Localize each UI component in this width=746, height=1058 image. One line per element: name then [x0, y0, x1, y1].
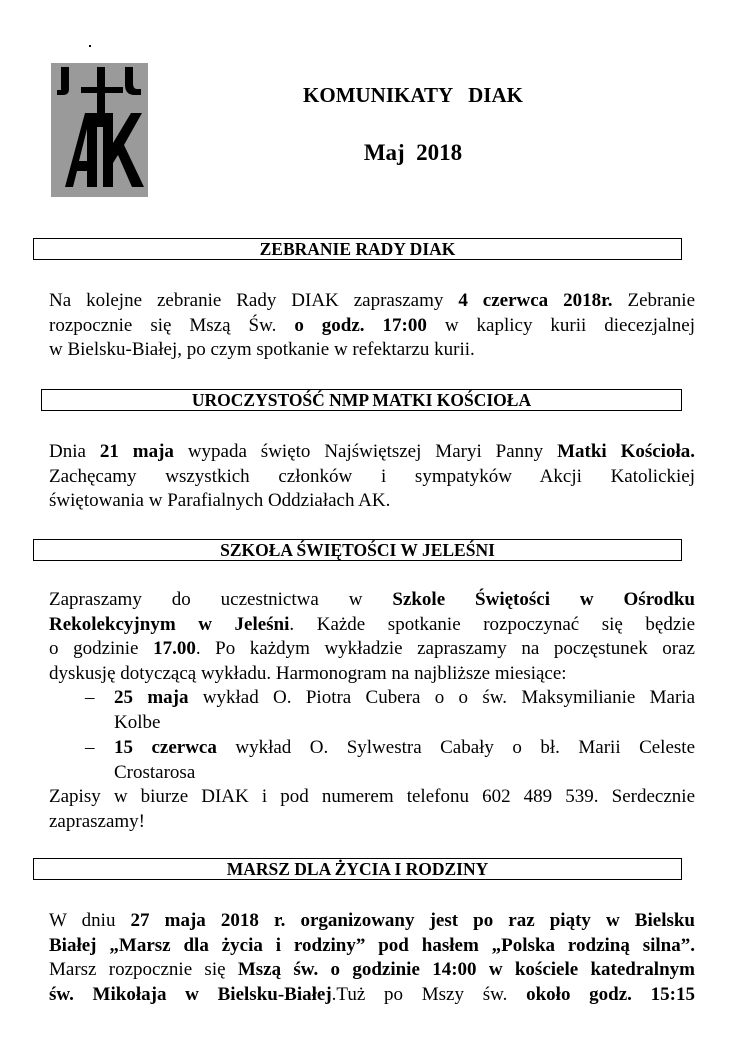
text-line: dyskusję dotyczącą wykładu. Harmonogram na najbliższe miesiące: — [49, 662, 567, 684]
place-highlight: św. Mikołaja w Bielsku-Białej — [49, 983, 332, 1005]
text-line — [114, 736, 695, 761]
feast-highlight: Matki Kościoła. — [557, 441, 695, 462]
text-line: Zachęcamy wszystkich członków i sympatyków Akcji Katolickiej — [49, 465, 695, 487]
text-line: zapraszamy! — [49, 810, 145, 832]
section-heading-rada: ZEBRANIE RADY DIAK — [33, 238, 682, 260]
text-line — [49, 314, 695, 339]
text-line: Zapisy w biurze DIAK i pod numerem telefonu 602 489 539. Serdecznie — [49, 786, 695, 807]
date-highlight: 15 czerwca — [114, 737, 217, 758]
date-highlight: 25 maja — [114, 687, 189, 708]
text-line — [49, 289, 695, 314]
text-run: . Po każdym wykładzie zapraszamy na poczęstunek oraz — [195, 638, 695, 659]
text-run: Dnia — [49, 441, 100, 462]
text-line: Kolbe — [114, 711, 161, 733]
text-line — [49, 440, 695, 465]
section-heading-marsz: MARSZ DLA ŻYCIA I RODZINY — [33, 858, 682, 880]
text-run: .Tuż po Mszy św. — [331, 983, 527, 1005]
list-item-body — [114, 686, 695, 735]
list-dash: – — [85, 687, 95, 708]
page-title: KOMUNIKATY DIAK — [303, 83, 523, 107]
text-line: świętowania w Parafialnych Oddziałach AK. — [49, 490, 391, 511]
date-highlight: 21 maja — [99, 441, 174, 462]
time-highlight: około godz. 15:15 — [526, 983, 695, 1005]
text-run: wykład O. Piotra Cubera o o św. Maksymilianie Maria — [188, 687, 696, 708]
text-line: Białej „Marsz dla życia i rodziny” pod hasłem „Polska rodziną silna”. — [49, 934, 695, 956]
page-subtitle: Maj 2018 — [363, 140, 463, 165]
section-footer-szkola — [49, 785, 695, 834]
section-body-szkola — [49, 588, 695, 686]
text-line — [49, 958, 695, 983]
time-highlight: o godz. 17:00 — [294, 314, 427, 336]
text-line: w Bielsku-Białej, po czym spotkanie w refektarzu kurii. — [49, 339, 475, 360]
text-line — [49, 637, 695, 662]
speck — [89, 45, 91, 47]
time-highlight: Mszą św. o godzinie 14:00 w kościele katedralnym — [237, 959, 695, 980]
text-line — [49, 613, 695, 638]
list-dash: – — [85, 737, 95, 758]
section-body-marsz — [49, 909, 695, 1007]
text-line — [49, 983, 695, 1008]
text-line: Crostarosa — [114, 761, 196, 783]
place-highlight: Rekolekcyjnym w Jeleśni — [49, 613, 290, 635]
text-run: Na kolejne zebranie Rady DIAK zapraszamy — [49, 290, 459, 311]
text-run: Zebranie — [612, 290, 695, 311]
logo-graphic — [51, 63, 148, 197]
section-body-rada — [49, 289, 695, 363]
text-run: rozpocznie się Mszą Św. — [49, 314, 295, 336]
date-highlight: 4 czerwca 2018r. — [458, 290, 613, 311]
text-run: w kaplicy kurii diecezjalnej — [426, 314, 695, 336]
text-line — [49, 588, 695, 613]
section-body-nmp — [49, 440, 695, 514]
place-highlight: Szkole Świętości w Ośrodku — [392, 589, 695, 610]
text-run: W dniu — [49, 910, 131, 931]
text-run: wykład O. Sylwestra Cabały o bł. Marii Celeste — [216, 737, 696, 758]
text-run: o godzinie — [49, 638, 154, 659]
time-highlight: 17.00 — [153, 638, 196, 659]
text-run: Marsz rozpocznie się — [49, 959, 238, 980]
section-heading-szkola: SZKOŁA ŚWIĘTOŚCI W JELEŚNI — [33, 539, 682, 561]
text-line — [49, 909, 695, 934]
section-heading-nmp: UROCZYSTOŚĆ NMP MATKI KOŚCIOŁA — [41, 389, 682, 411]
text-line — [114, 686, 695, 711]
text-run: . Każde spotkanie rozpoczynać się będzie — [289, 613, 696, 635]
text-run: wypada święto Najświętszej Maryi Panny — [173, 441, 558, 462]
text-run: Zapraszamy do uczestnictwa w — [49, 589, 393, 610]
list-item-body — [114, 736, 695, 785]
date-highlight: 27 maja 2018 r. organizowany jest po raz piąty w Bielsku — [130, 910, 695, 931]
akcja-katolicka-logo — [51, 63, 148, 197]
